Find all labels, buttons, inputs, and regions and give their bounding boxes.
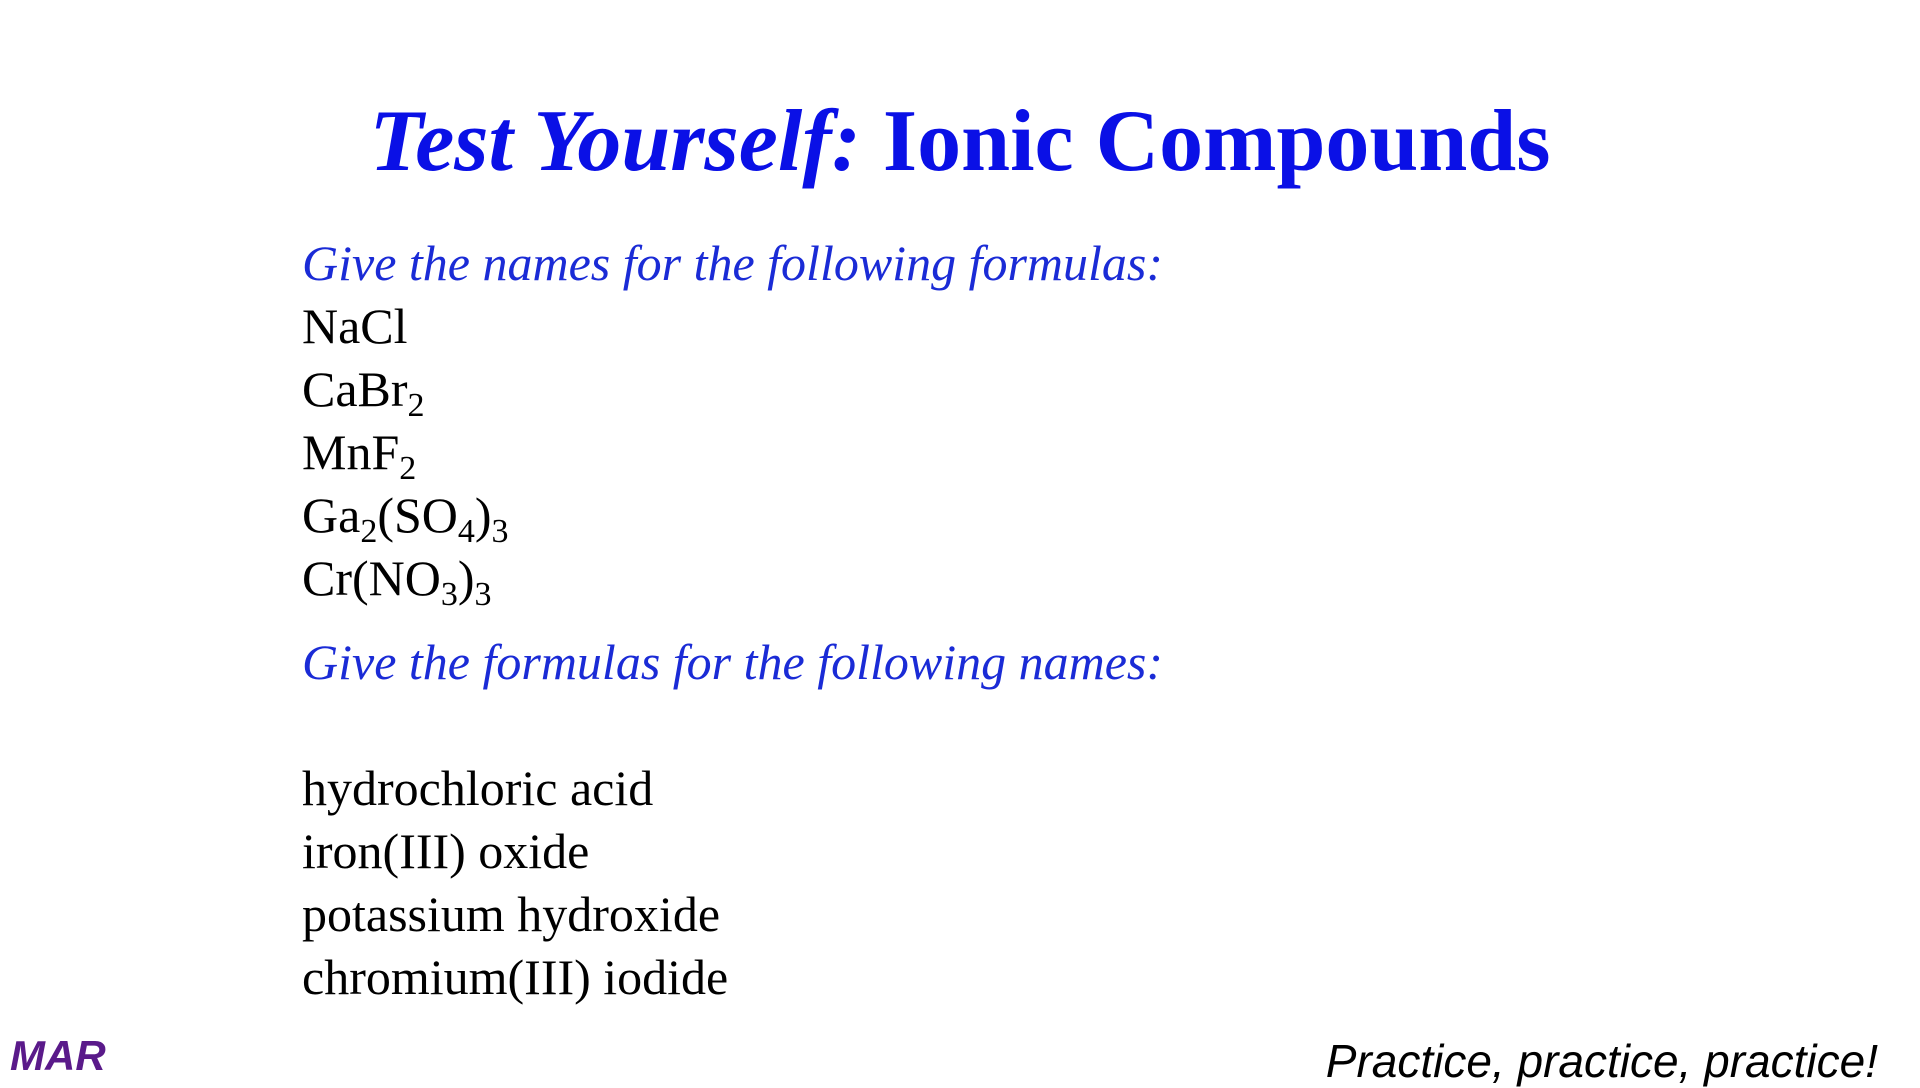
names-prompt: Give the formulas for the following names: bbox=[302, 634, 1164, 690]
tagline: Practice, practice, practice! bbox=[1325, 1035, 1878, 1087]
slide-title bbox=[0, 92, 1920, 192]
formulas-prompt: Give the names for the following formulas: bbox=[302, 235, 1164, 291]
formula-text: ) bbox=[457, 550, 475, 606]
formula-item bbox=[302, 295, 1402, 358]
formula-text: NaCl bbox=[302, 298, 408, 354]
slide-title-italic: Test Yourself: bbox=[369, 93, 861, 190]
formula-subscript: 3 bbox=[440, 576, 458, 613]
name-item: potassium hydroxide bbox=[302, 886, 721, 942]
formula-item bbox=[302, 547, 1402, 613]
formula-text: Cr(NO bbox=[302, 550, 441, 606]
formula-subscript: 2 bbox=[399, 450, 417, 487]
formula-text: ) bbox=[474, 487, 492, 543]
formula-item bbox=[302, 484, 1402, 550]
formula-subscript: 2 bbox=[360, 513, 378, 550]
slide-content bbox=[302, 232, 1402, 1009]
formula-text: CaBr bbox=[302, 361, 408, 417]
name-item: chromium(III) iodide bbox=[302, 949, 729, 1005]
name-item: hydrochloric acid bbox=[302, 760, 654, 816]
formula-subscript: 2 bbox=[407, 387, 425, 424]
formula-text: (SO bbox=[377, 487, 458, 543]
author-label: MAR bbox=[10, 1032, 106, 1079]
name-item: iron(III) oxide bbox=[302, 823, 590, 879]
formula-text: Ga bbox=[302, 487, 361, 543]
formula-subscript: 3 bbox=[474, 576, 492, 613]
formula-text: MnF bbox=[302, 424, 400, 480]
formula-subscript: 3 bbox=[491, 513, 509, 550]
formula-item bbox=[302, 358, 1402, 424]
formula-list bbox=[302, 295, 1402, 613]
formula-item bbox=[302, 421, 1402, 487]
formula-subscript: 4 bbox=[457, 513, 475, 550]
section-spacer bbox=[302, 610, 1402, 631]
section-spacer bbox=[302, 694, 1402, 757]
slide-title-rest: Ionic Compounds bbox=[860, 93, 1551, 190]
